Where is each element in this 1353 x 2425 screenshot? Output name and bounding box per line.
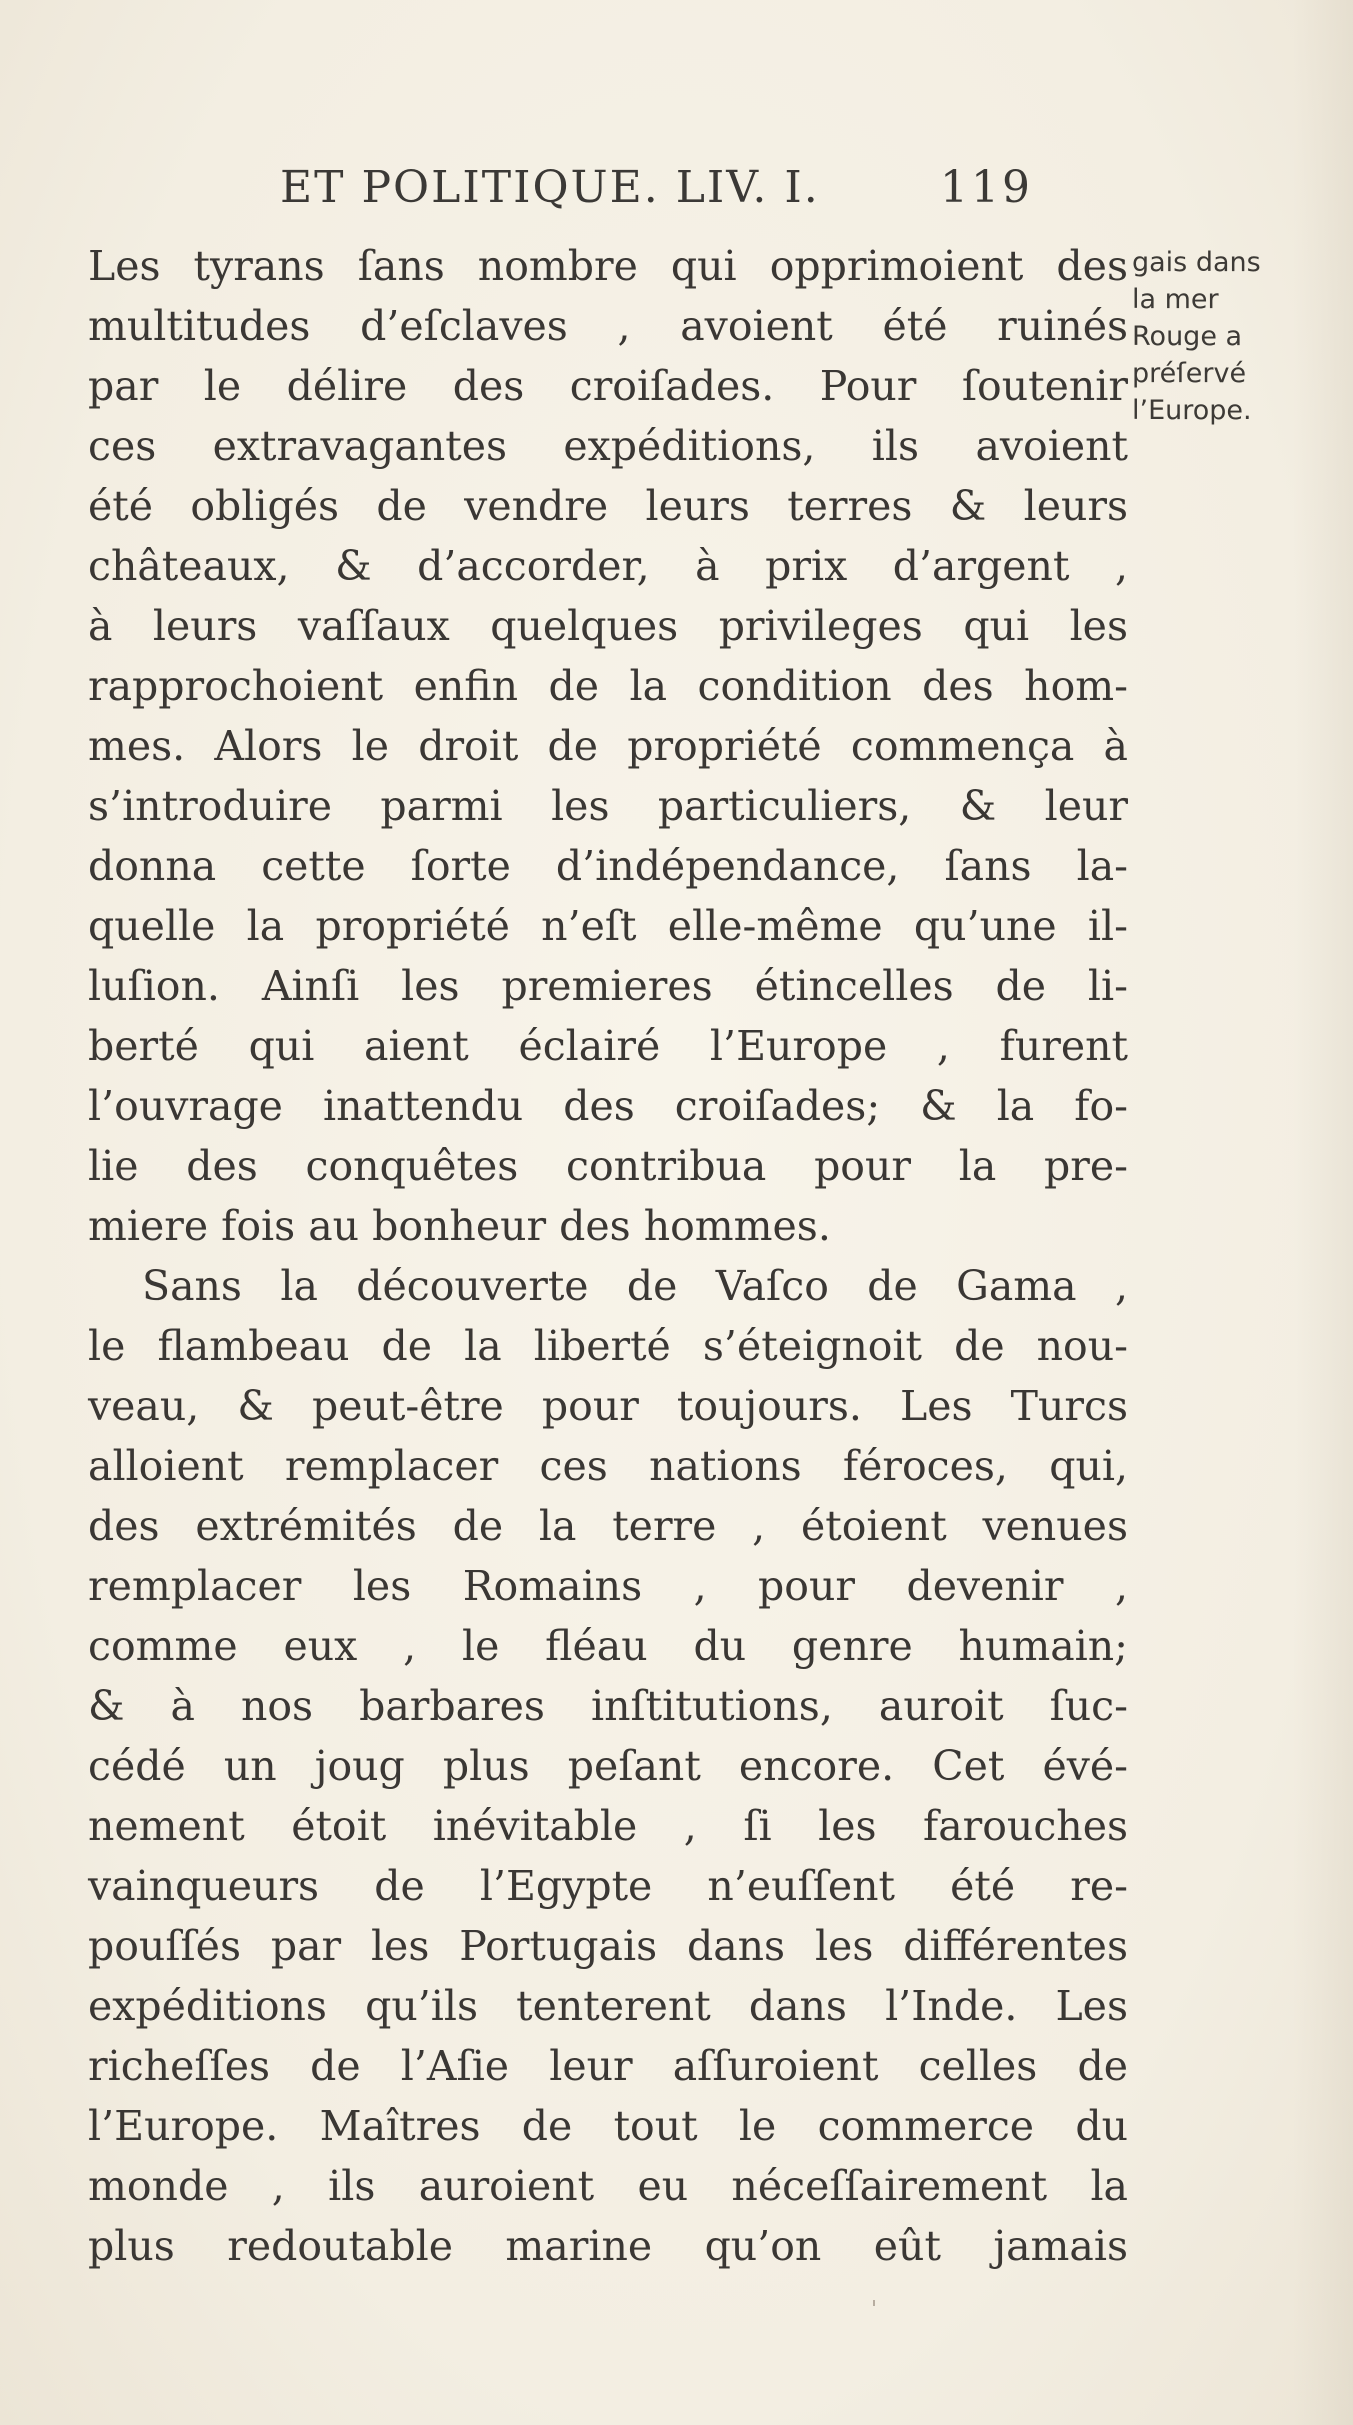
text-line: lie des conquêtes contribua pour la pre-: [88, 1142, 1128, 1190]
text-line: plus redoutable marine qu’on eût jamais: [88, 2222, 1128, 2270]
text-line: berté qui aient éclairé l’Europe , furent: [88, 1022, 1128, 1070]
text-line: nement étoit inévitable , ſi les farouches: [88, 1802, 1128, 1850]
text-line: châteaux, & d’accorder, à prix d’argent ,: [88, 542, 1128, 590]
margin-note-line: gais dans: [1132, 247, 1261, 278]
paper-speck: [873, 2300, 875, 2306]
text-line: le flambeau de la liberté s’éteignoit de nou-: [88, 1322, 1128, 1370]
margin-note-line: préſervé: [1132, 358, 1247, 389]
margin-note-line: Rouge a: [1132, 321, 1243, 352]
text-line-paragraph-end: miere fois au bonheur des hommes.: [88, 1202, 831, 1250]
text-line: à leurs vaſſaux quelques privileges qui les: [88, 602, 1128, 650]
text-line: luſion. Ainſi les premieres étincelles de li-: [88, 962, 1128, 1010]
running-head: [280, 162, 1130, 222]
running-head-title: ET POLITIQUE. LIV. I.: [280, 162, 820, 213]
text-line: richeſſes de l’Aſie leur aſſuroient celles de: [88, 2042, 1128, 2090]
page-number: 119: [940, 162, 1033, 213]
margin-note-line: l’Europe.: [1132, 395, 1252, 426]
text-line: & à nos barbares inſtitutions, auroit ſuc-: [88, 1682, 1128, 1730]
margin-note: [1132, 244, 1332, 429]
text-line: multitudes d’eſclaves , avoient été ruinés: [88, 302, 1128, 350]
margin-note-line: la mer: [1132, 284, 1219, 315]
text-line: pouſſés par les Portugais dans les différentes: [88, 1922, 1128, 1970]
text-line: quelle la propriété n’eſt elle-même qu’une il-: [88, 902, 1128, 950]
text-line: l’Europe. Maîtres de tout le commerce du: [88, 2102, 1128, 2150]
text-line: expéditions qu’ils tenterent dans l’Inde. Les: [88, 1982, 1128, 2030]
text-line: l’ouvrage inattendu des croiſades; & la fo-: [88, 1082, 1128, 1130]
text-line: monde , ils auroient eu néceſſairement la: [88, 2162, 1128, 2210]
text-line: Les tyrans ſans nombre qui opprimoient des: [88, 242, 1128, 290]
text-line: alloient remplacer ces nations féroces, qui,: [88, 1442, 1128, 1490]
text-line: cédé un joug plus peſant encore. Cet évé-: [88, 1742, 1128, 1790]
text-line: des extrémités de la terre , étoient venues: [88, 1502, 1128, 1550]
text-line: remplacer les Romains , pour devenir ,: [88, 1562, 1128, 1610]
text-line-paragraph-start: Sans la découverte de Vaſco de Gama ,: [142, 1262, 1128, 1310]
text-line: par le délire des croiſades. Pour ſoutenir: [88, 362, 1128, 410]
text-line: rapprochoient enfin de la condition des hom-: [88, 662, 1128, 710]
text-line: comme eux , le fléau du genre humain;: [88, 1622, 1128, 1670]
text-line: mes. Alors le droit de propriété commença à: [88, 722, 1128, 770]
text-line: donna cette ſorte d’indépendance, ſans la-: [88, 842, 1128, 890]
text-line: vainqueurs de l’Egypte n’euſſent été re-: [88, 1862, 1128, 1910]
text-line: veau, & peut-être pour toujours. Les Turcs: [88, 1382, 1128, 1430]
text-line: s’introduire parmi les particuliers, & leur: [88, 782, 1128, 830]
text-line: été obligés de vendre leurs terres & leurs: [88, 482, 1128, 530]
body-text: [88, 236, 1128, 2276]
text-line: ces extravagantes expéditions, ils avoient: [88, 422, 1128, 470]
